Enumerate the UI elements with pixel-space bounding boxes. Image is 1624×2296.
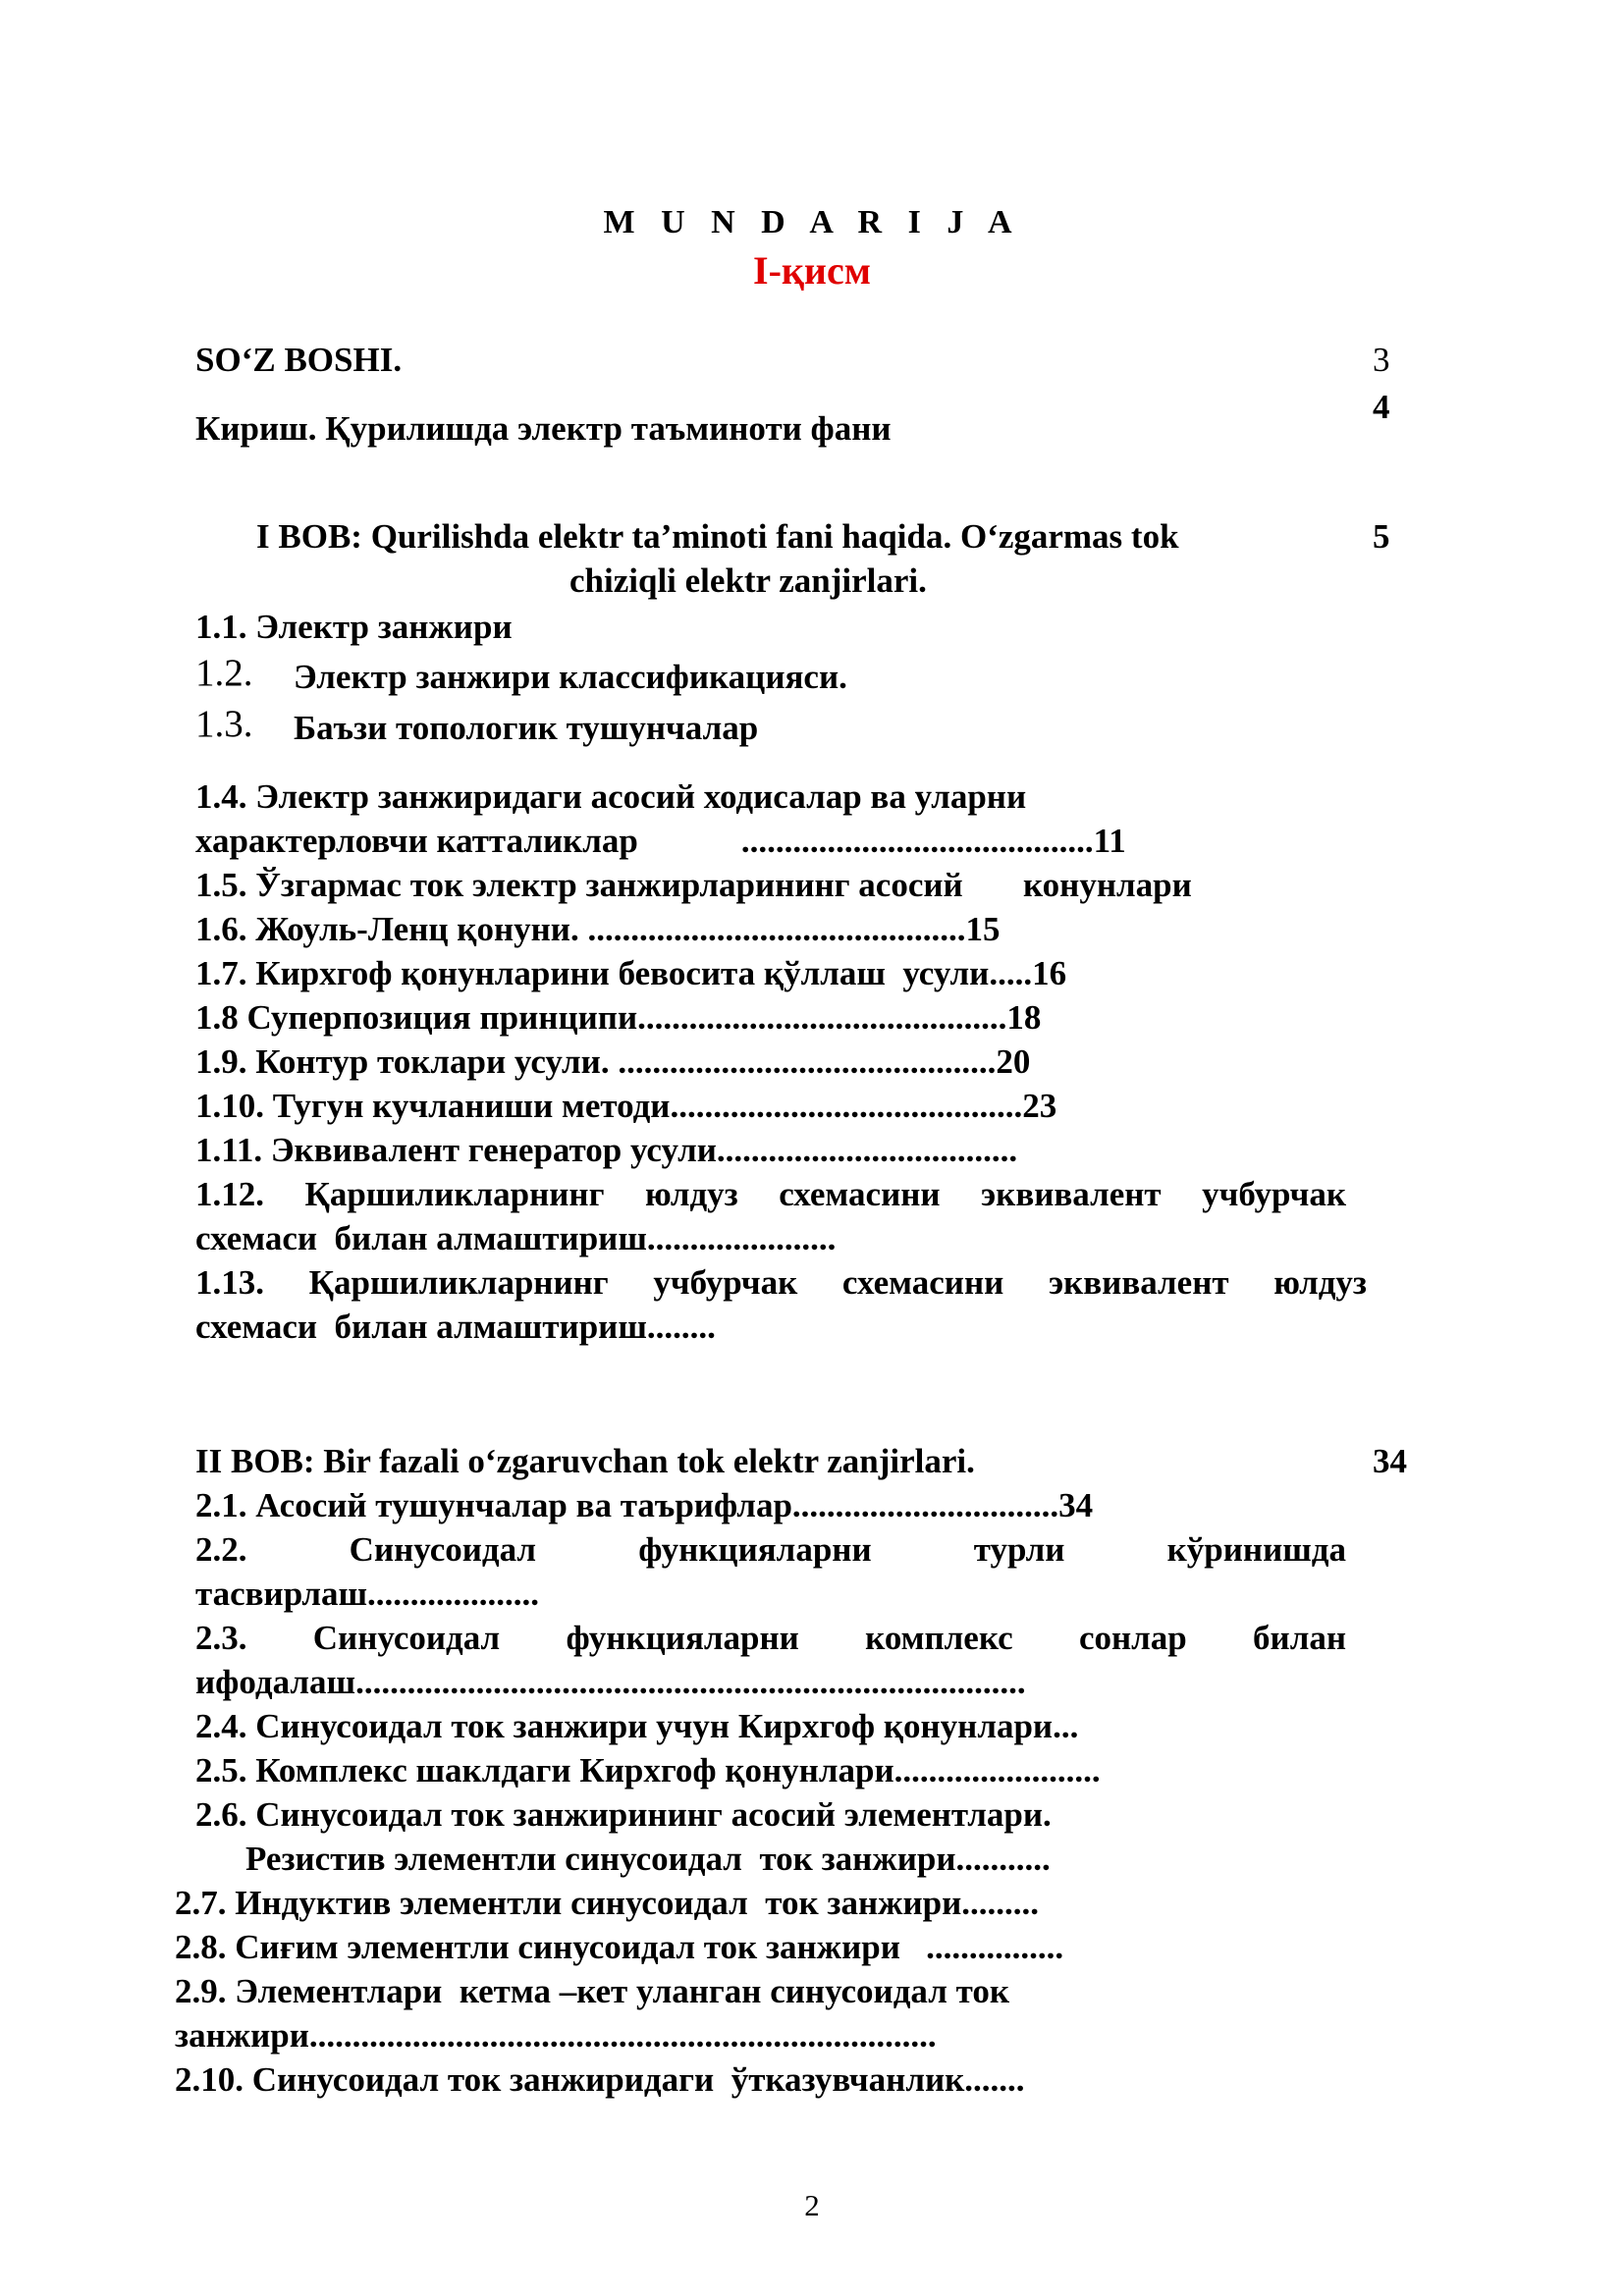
chapter-2-page: 34 — [1373, 1442, 1407, 1480]
toc-entry-1-12-line1: 1.12. Қаршиликларнинг юлдуз схемасини эквивалент учбурчак — [195, 1175, 1346, 1213]
toc-entry-1-7: 1.7. Кирхгоф қонунларини бевосита қўллаш усули.....16 — [195, 954, 1067, 992]
toc-entry-intro: Кириш. Қурилишда электр таъминоти фани — [195, 409, 892, 448]
chapter-1-page: 5 — [1373, 517, 1390, 556]
chapter-2-title: II BOB: Bir fazali o‘zgaruvchan tok elektr zanjirlari. — [195, 1442, 975, 1480]
toc-entry-1-3-number: 1.3. — [195, 703, 253, 745]
toc-entry-2-10: 2.10. Синусоидал ток занжиридаги ўтказувчанлик....... — [175, 2060, 1025, 2099]
toc-entry-2-9-line2: занжири......................................................................... — [175, 2016, 937, 2055]
toc-entry-1-1: 1.1. Электр занжири — [195, 608, 513, 646]
toc-entry-1-13-line1: 1.13. Қаршиликларнинг учбурчак схемасини эквивалент юлдуз — [195, 1263, 1367, 1302]
toc-entry-1-13-line2: схемаси билан алмаштириш........ — [195, 1308, 716, 1346]
toc-page-intro: 4 — [1373, 388, 1390, 426]
toc-entry-2-3-line2: ифодалаш.............................................................................. — [195, 1663, 1026, 1701]
toc-entry-1-9: 1.9. Контур токлари усули. ............................................20 — [195, 1042, 1031, 1081]
toc-entry-1-10: 1.10. Тугун кучланиши методи.........................................23 — [195, 1087, 1057, 1125]
toc-entry-2-2-line1: 2.2. Синусоидал функцияларни турли кўринишда — [195, 1530, 1346, 1569]
toc-entry-2-3-line1: 2.3. Синусоидал функцияларни комплекс сонлар билан — [195, 1619, 1346, 1657]
toc-entry-1-4-line1: 1.4. Электр занжиридаги асосий ходисалар ва уларни — [195, 777, 1027, 816]
toc-entry-2-6-line2: Резистив элементли синусоидал ток занжири........... — [245, 1840, 1051, 1878]
toc-entry-2-4: 2.4. Синусоидал ток занжири учун Кирхгоф қонунлари... — [195, 1707, 1079, 1745]
toc-entry-2-5: 2.5. Комплекс шаклдаги Кирхгоф қонунлари........................ — [195, 1751, 1101, 1789]
toc-entry-1-5: 1.5. Ўзгармас ток электр занжирларининг асосий конунлари — [195, 866, 1192, 904]
toc-entry-2-7: 2.7. Индуктив элементли синусоидал ток занжири......... — [175, 1884, 1040, 1922]
toc-entry-2-1: 2.1. Асосий тушунчалар ва таърифлар...............................34 — [195, 1486, 1094, 1524]
toc-entry-1-11: 1.11. Эквивалент генератор усули................................... — [195, 1131, 1018, 1169]
toc-entry-1-8: 1.8 Суперпозиция принципи...........................................18 — [195, 998, 1042, 1037]
toc-page-preface: 3 — [1373, 341, 1390, 379]
toc-entry-1-6: 1.6. Жоуль-Ленц қонуни. ............................................15 — [195, 910, 1001, 948]
toc-entry-2-8: 2.8. Сиғим элементли синусоидал ток занжири ................ — [175, 1928, 1064, 1966]
page-number: 2 — [804, 2188, 820, 2222]
toc-entry-2-9-line1: 2.9. Элементлари кетма –кет уланган синусоидал ток — [175, 1972, 1009, 2010]
toc-entry-1-2-number: 1.2. — [195, 652, 253, 694]
toc-entry-1-12-line2: схемаси билан алмаштириш...................... — [195, 1219, 837, 1257]
toc-entry-2-2-line2: тасвирлаш.................... — [195, 1575, 539, 1613]
toc-entry-1-2-text: Электр занжири классификацияси. — [294, 658, 847, 696]
chapter-1-title-line2: chiziqli elektr zanjirlari. — [569, 561, 927, 600]
toc-entry-1-4-line2: характерловчи катталиклар .........................................11 — [195, 822, 1126, 860]
part-subtitle: I-қисм — [753, 248, 871, 293]
toc-entry-1-3-text: Баъзи топологик тушунчалар — [294, 709, 759, 747]
toc-entry-2-6-line1: 2.6. Синусоидал ток занжирининг асосий элементлари. — [195, 1795, 1052, 1834]
toc-entry-preface: SO‘Z BOSHI. — [195, 341, 403, 379]
chapter-1-title-line1: I BOB: Qurilishda elektr ta’minoti fani haqida. O‘zgarmas tok — [256, 517, 1179, 556]
toc-title: M U N D A R I J A — [603, 204, 1021, 240]
